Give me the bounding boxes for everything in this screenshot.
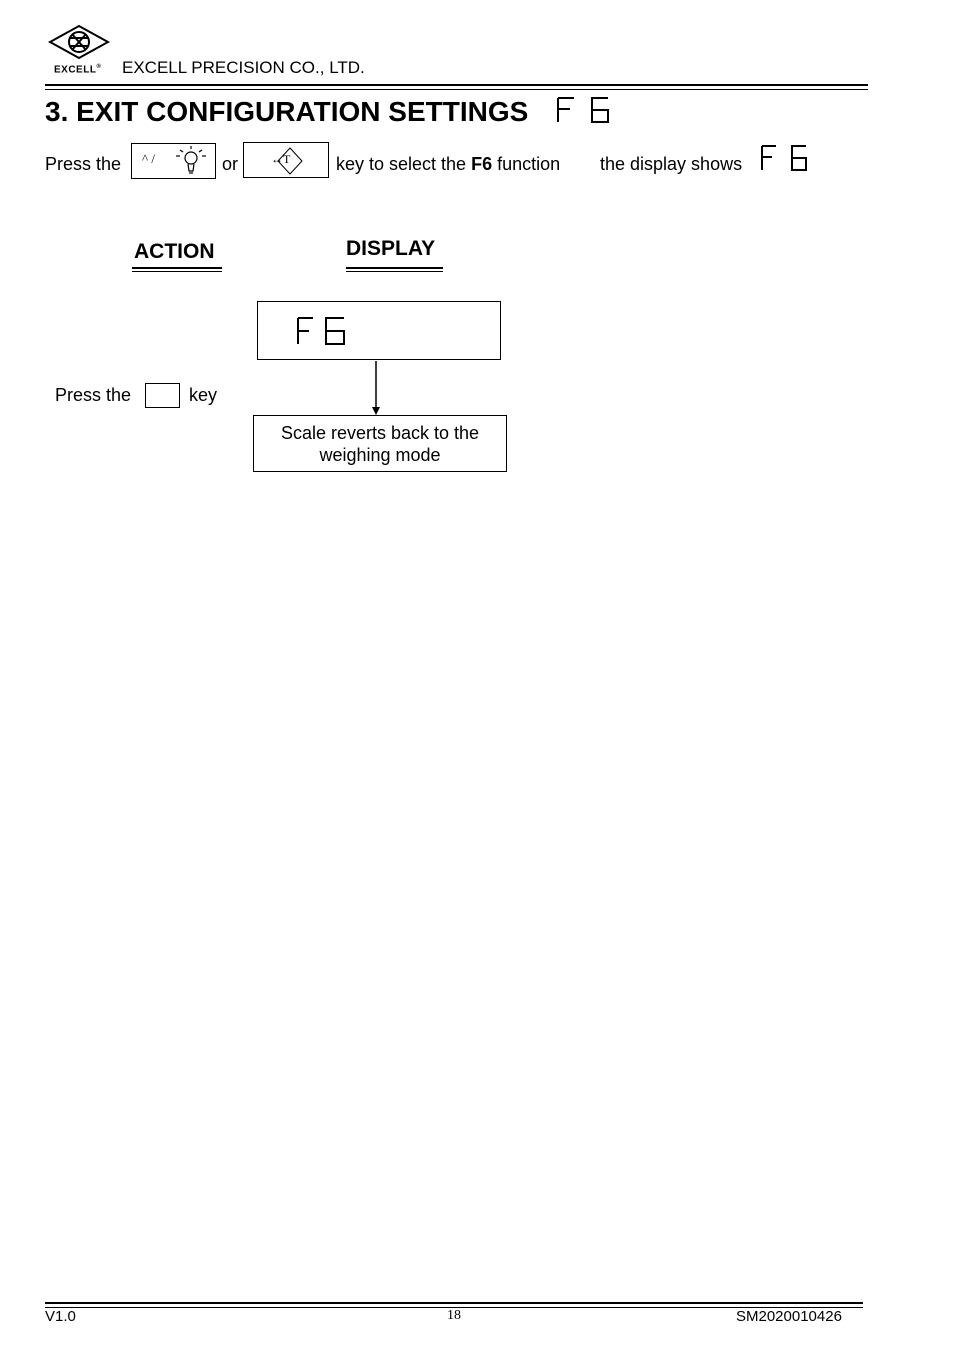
lightbulb-icon <box>174 146 208 178</box>
tare-key-button[interactable] <box>243 142 329 178</box>
display-heading-underline <box>346 267 443 272</box>
instruction-function-code: F6 <box>471 154 493 174</box>
up-light-key-label: ^ / <box>142 151 155 166</box>
tare-key-label: ↔T <box>271 152 291 166</box>
instruction-or: or <box>222 154 239 174</box>
section-title: 3. EXIT CONFIGURATION SETTINGS <box>45 96 529 127</box>
seven-seg-f6-display <box>556 96 612 126</box>
company-name: EXCELL PRECISION CO., LTD. <box>122 58 365 77</box>
instruction-middle-after: function <box>492 154 561 174</box>
action-heading: ACTION <box>134 240 215 263</box>
result-text: Scale reverts back to the weighing mode <box>280 423 480 465</box>
action-heading-underline <box>132 267 222 272</box>
footer-version: V1.0 <box>45 1308 76 1325</box>
down-arrow-icon <box>366 361 386 417</box>
step-press-the: Press the <box>55 385 132 405</box>
header-rule <box>45 84 868 90</box>
instruction-middle-before: key to select the <box>336 154 472 174</box>
excell-logo-icon <box>48 24 110 64</box>
blank-key-button[interactable] <box>145 383 180 408</box>
page-number: 18 <box>447 1308 461 1323</box>
step-key: key <box>189 385 218 405</box>
instruction-middle <box>336 154 560 175</box>
display-panel-f6 <box>296 316 348 348</box>
display-heading: DISPLAY <box>346 237 436 260</box>
company-logo <box>48 24 110 69</box>
up-light-key-button[interactable] <box>131 143 216 179</box>
logo-text: EXCELL® <box>54 64 102 76</box>
footer-doc-id: SM2020010426 <box>736 1308 842 1325</box>
seven-seg-f6-inline <box>760 144 810 174</box>
instruction-display-shows: the display shows <box>600 154 743 174</box>
display-panel <box>257 301 501 360</box>
instruction-press-the: Press the <box>45 154 122 174</box>
result-box <box>253 415 507 472</box>
